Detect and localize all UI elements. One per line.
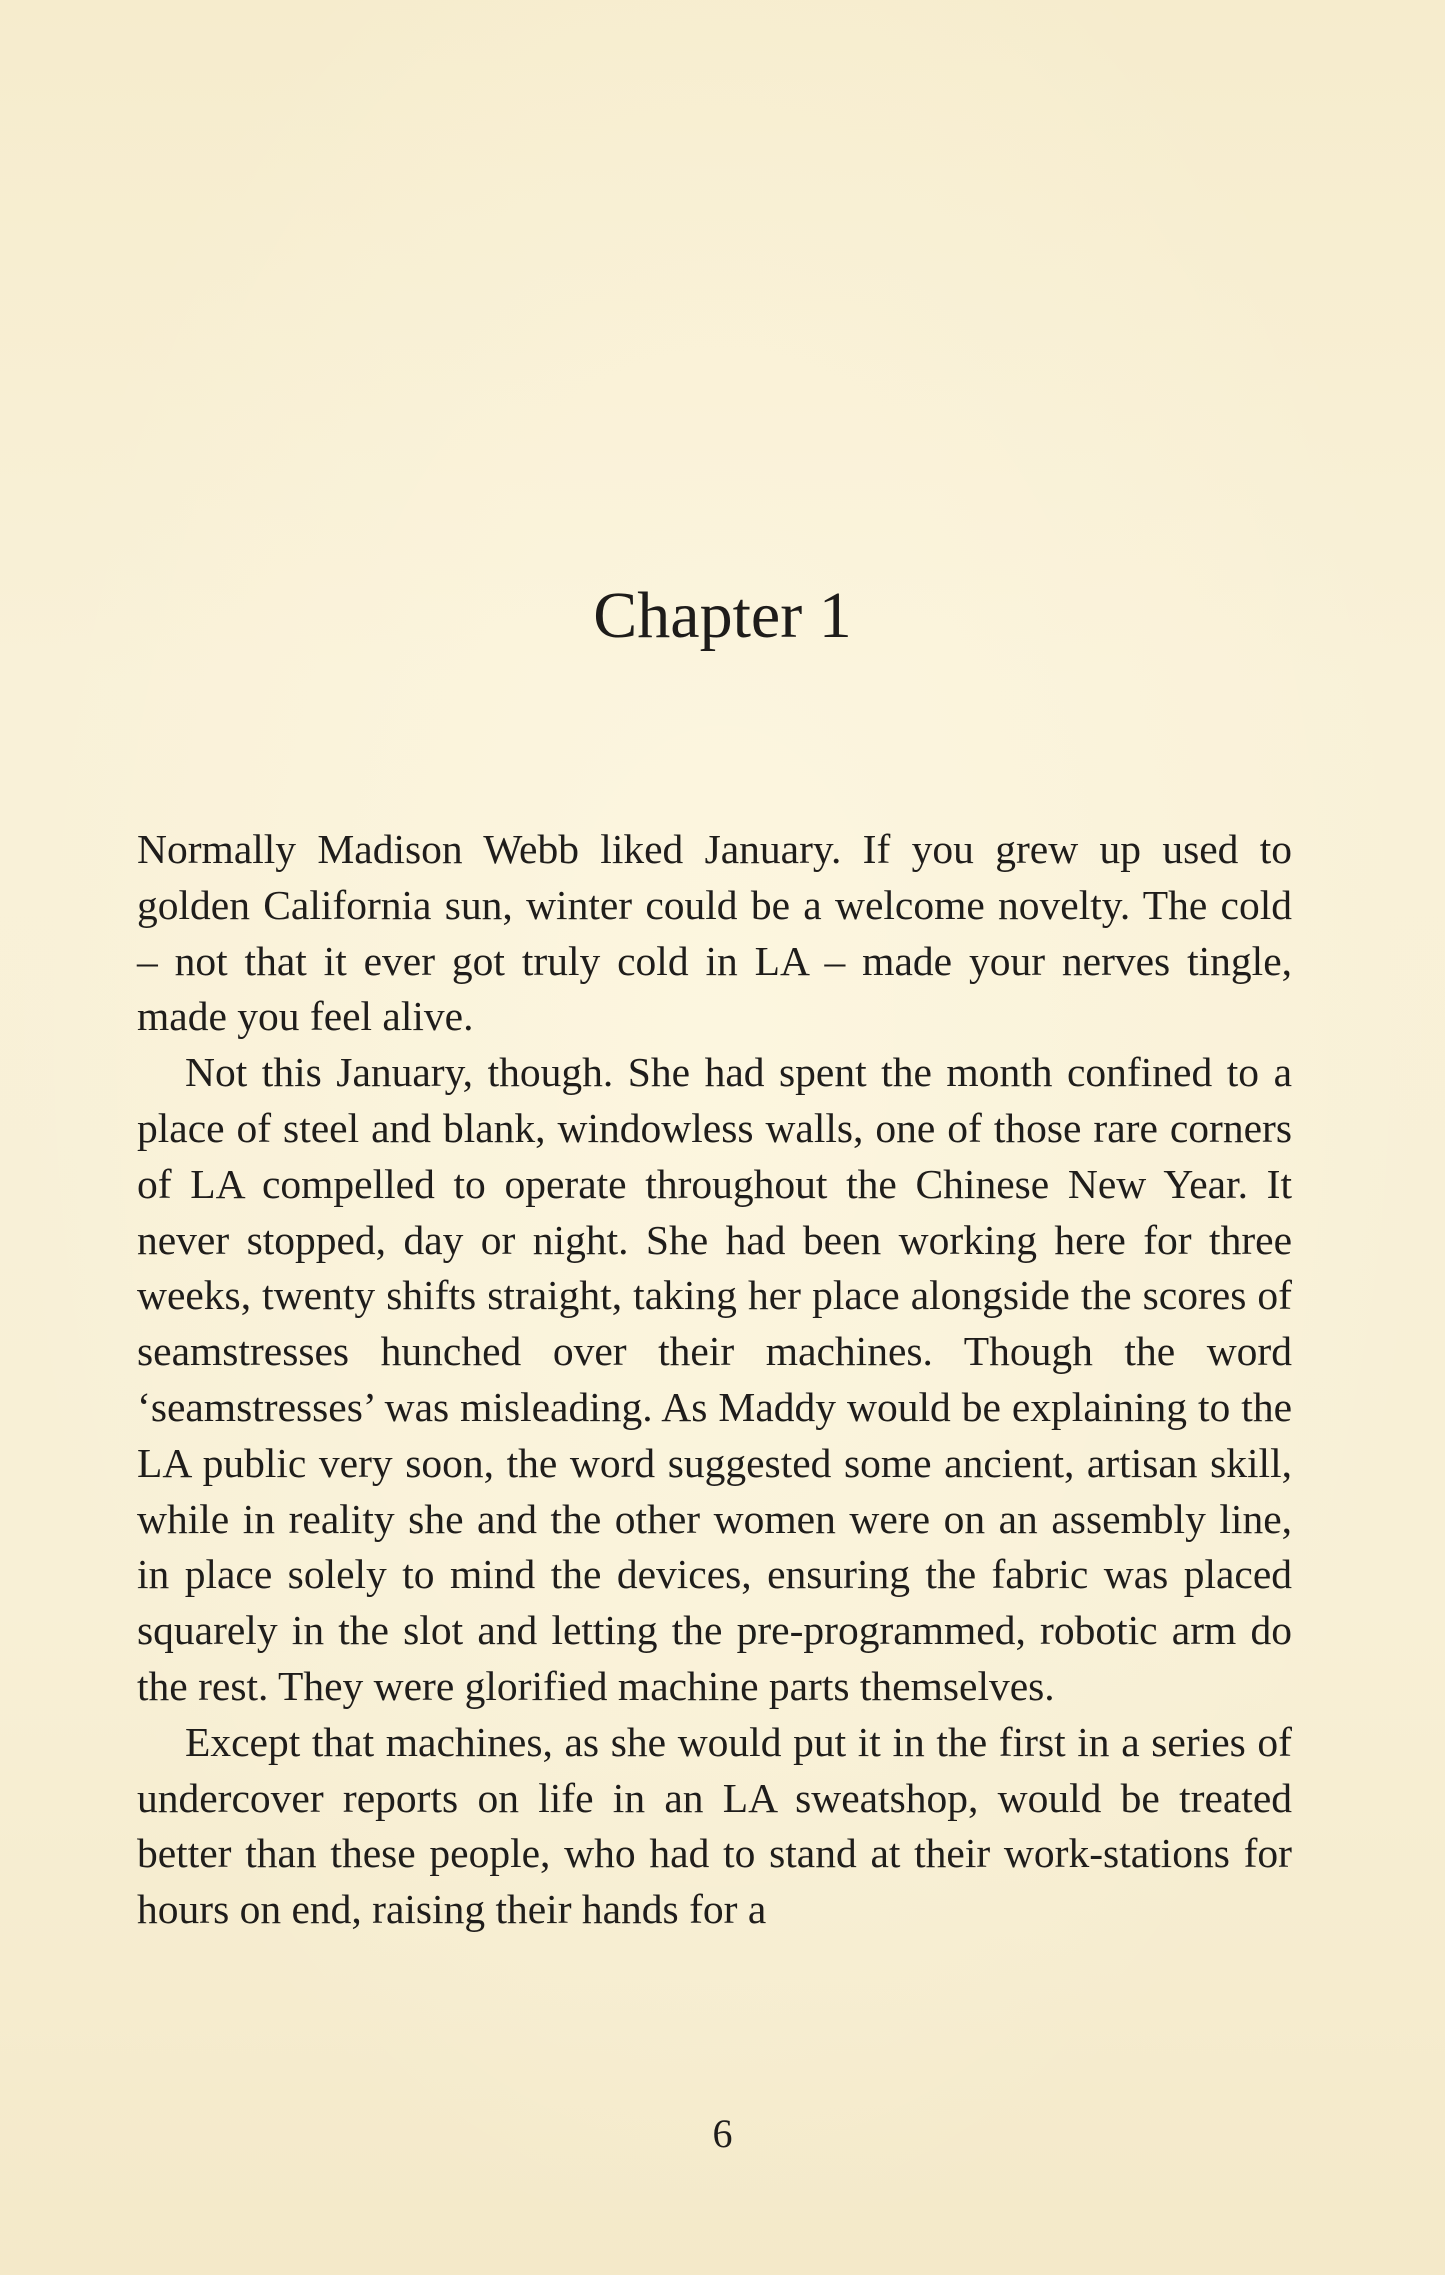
chapter-body xyxy=(137,822,1292,1938)
paragraph-1: Normally Madison Webb liked January. If you grew up used to golden California sun, winter could be a welcome novelty. The cold – not that it ever got truly cold in LA – made your nerves tingle, made you feel alive. xyxy=(137,826,1292,1040)
paragraph-3: Except that machines, as she would put it in the first in a series of undercover reports on life in an LA sweatshop, would be treated better than these people, who had to stand at their work-stations for hours on end, raising their hands for a xyxy=(137,1718,1292,1933)
page-number: 6 xyxy=(712,2111,733,2156)
paragraph-2: Not this January, though. She had spent the month confined to a place of steel and blank, windowless walls, one of those rare corners of LA compelled to operate throughout the Chinese New Year. It never stopped, day or night. She had been working here for three weeks, twenty shifts straight, taking her place alongside the scores of seamstresses hunched over their machines. Though the word ‘seamstresses’ was misleading. As Maddy would be explaining to the LA public very soon, the word suggested some ancient, artisan skill, while in reality she and the other women were on an assembly line, in place solely to mind the devices, ensuring the fabric was placed squarely in the slot and letting the pre-programmed, robotic arm do the rest. They were glorified machine parts themselves. xyxy=(137,1049,1292,1709)
chapter-title: Chapter 1 xyxy=(593,579,852,652)
